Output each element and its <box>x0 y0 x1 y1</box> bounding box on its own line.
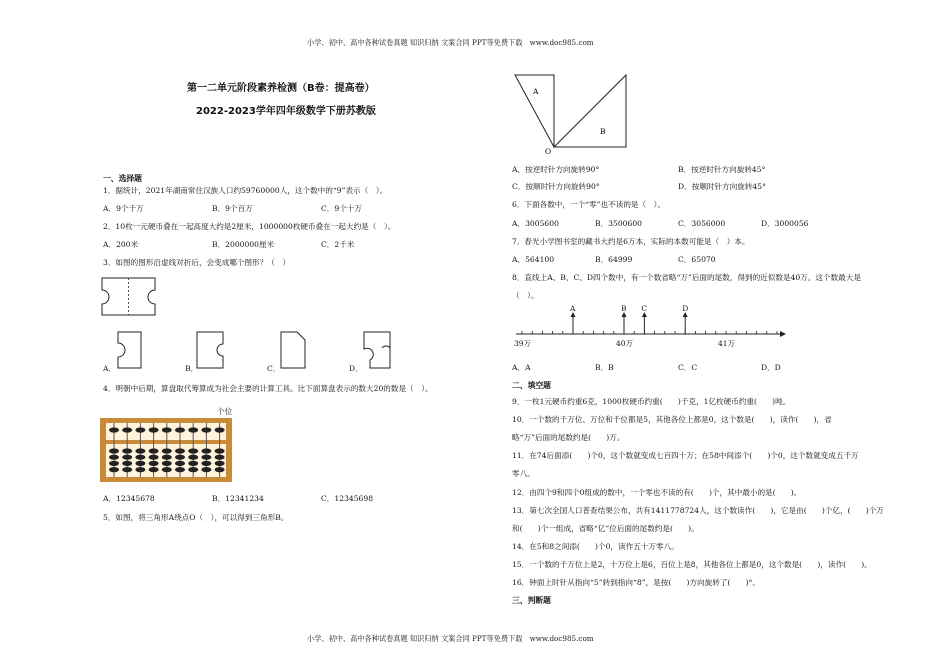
q3-option-c-shape <box>278 330 308 370</box>
q2-option-c: C．2千米 <box>321 240 355 249</box>
question-4: 4．明朝中后期，算盘取代筹算成为社会主要的计算工具。比下面算盘表示的数大20的数是（ ）。 <box>103 384 433 393</box>
abacus-bead <box>201 448 211 453</box>
page-footer: 小学、初中、高中各种试卷真题 知识归纳 文案合同 PPT等免费下载 www.doc985.com <box>307 634 594 643</box>
q8-option-d: D．D <box>761 363 781 372</box>
abacus-bead <box>149 461 159 466</box>
abacus-bead <box>149 427 159 432</box>
q6-option-a: A．3005600 <box>512 219 559 228</box>
abacus-bead <box>135 467 145 472</box>
abacus-bead <box>162 448 172 453</box>
abacus-bead <box>175 461 185 466</box>
triangle-b <box>554 75 626 147</box>
abacus-bead <box>215 427 225 432</box>
number-line-point-label: C <box>641 304 648 313</box>
abacus-bead <box>215 448 225 453</box>
abacus-bead <box>122 461 132 466</box>
q8-option-b: B．B <box>595 363 614 372</box>
abacus-bead <box>201 461 211 466</box>
abacus-bead <box>122 467 132 472</box>
abacus-bead <box>215 467 225 472</box>
question-2: 2．10枚一元硬币叠在一起高度大约是2厘米，1000000枚硬币叠在一起大约是（ ）。 <box>103 222 396 231</box>
section-true-false: 三、判断题 <box>512 596 551 605</box>
abacus-bead <box>201 455 211 460</box>
triangle-a <box>515 75 554 147</box>
abacus-bead <box>175 455 185 460</box>
question-16: 16．钟面上时针从指向“5”转到指向“8”，是按( )方向旋转了( )°。 <box>512 578 760 587</box>
question-8-line-2: （ ）。 <box>512 291 539 300</box>
question-7: 7．春光小学图书室的藏书大约是6万本，实际的本数可能是（ ）本。 <box>512 237 750 246</box>
q5-option-a: A．按逆时针方向旋转90° <box>512 165 600 174</box>
abacus-bead <box>109 455 119 460</box>
number-line-point-label: B <box>621 304 627 313</box>
abacus-bead <box>135 455 145 460</box>
section-fill-in: 二、填空题 <box>512 381 551 390</box>
q6-option-c: C．3056000 <box>678 219 726 228</box>
number-line-point-label: D <box>682 304 689 313</box>
abacus-bead <box>175 448 185 453</box>
abacus-bead <box>175 427 185 432</box>
q7-option-c: C．65070 <box>678 255 716 264</box>
q4-option-c: C．12345698 <box>321 494 374 503</box>
q6-option-b: B．3500600 <box>595 219 642 228</box>
q5-option-d: D．按顺时针方向旋转45° <box>678 182 766 191</box>
question-11-line-2: 零八。 <box>512 469 535 478</box>
question-10-line-1: 10．一个数的千万位、万位和千位都是5，其他各位上都是0，这个数是( )，读作( )，省 <box>512 415 832 424</box>
abacus-bead <box>109 448 119 453</box>
abacus-bead <box>109 427 119 432</box>
abacus <box>100 418 232 482</box>
abacus-bead <box>162 455 172 460</box>
abacus-bead <box>149 455 159 460</box>
q7-option-a: A．564100 <box>512 255 555 264</box>
title-1: 第一二单元阶段素养检测（B卷：提高卷） <box>187 83 375 94</box>
abacus-bead <box>135 461 145 466</box>
abacus-ones-label: 个位 <box>217 407 233 416</box>
q2-option-b: B．2000000厘米 <box>212 240 275 249</box>
title-2: 2022-2023学年四年级数学下册苏教版 <box>196 106 376 117</box>
abacus-bead <box>188 467 198 472</box>
question-12: 12．由四个9和四个0组成的数中，一个零也不读的有( )个，其中最小的是( )。 <box>512 488 802 497</box>
q8-option-a: A．A <box>512 363 531 372</box>
question-11-line-1: 11．在74后面添( )个0，这个数就变成七百四十万；在58中间添个( )个0，这个数就变成五千万 <box>512 451 859 460</box>
q3-option-d: D． <box>349 364 363 373</box>
abacus-bead <box>188 448 198 453</box>
abacus-bead <box>215 455 225 460</box>
number-line-point-label: A <box>570 304 576 313</box>
abacus-bead <box>149 448 159 453</box>
abacus-bead <box>201 427 211 432</box>
q3-option-b-shape <box>194 330 226 370</box>
q3-option-a-shape <box>114 330 144 370</box>
abacus-bead <box>109 467 119 472</box>
abacus-bead <box>162 467 172 472</box>
q3-folding-figure <box>100 276 160 318</box>
abacus-bead <box>109 461 119 466</box>
question-1: 1．据统计，2021年湖南常住汉族人口约59760000人，这个数中的“9”表示（ ）。 <box>103 186 388 195</box>
q8-option-c: C．C <box>678 363 698 372</box>
question-15: 15．一个数的千万位上是2，十万位上是6，百位上是8，其他各位上都是0，这个数是( )，读作( )。 <box>512 560 872 569</box>
q4-option-a: A．12345678 <box>103 494 155 503</box>
page-header: 小学、初中、高中各种试卷真题 知识归纳 文案合同 PPT等免费下载 www.doc985.com <box>307 38 594 47</box>
triangle-b-label: B <box>600 127 606 136</box>
point-o-label: O <box>545 147 552 156</box>
section-choice: 一、选择题 <box>103 174 142 183</box>
q1-option-a: A．9个千万 <box>103 204 144 213</box>
q3-option-b: B． <box>185 364 199 373</box>
q1-option-c: C．9个十万 <box>321 204 363 213</box>
number-line-tick-label: 39万 <box>514 339 532 348</box>
q6-option-d: D．3000056 <box>761 219 809 228</box>
question-9: 9．一枚1元硬币约重6克，1000枚硬币约重( )千克，1亿枚硬币约重( )吨。 <box>512 397 791 406</box>
abacus-bead <box>188 455 198 460</box>
q3-option-d-shape <box>360 330 394 370</box>
q1-option-b: B．9个百万 <box>212 204 253 213</box>
abacus-bead <box>122 448 132 453</box>
question-14: 14．在5和8之间添( )个0，读作五十万零八。 <box>512 542 679 551</box>
number-line-tick-label: 40万 <box>616 339 634 348</box>
question-8-line-1: 8．直线上A、B、C、D四个数中，有一个数省略“万”后面的尾数，得到的近似数是40万。这个数最大是 <box>512 273 861 282</box>
question-13-line-1: 13．第七次全国人口普查结果公布，共有1411778724人，这个数读作( )，它是由( )个亿，( )个万 <box>512 506 884 515</box>
number-line-tick-label: 41万 <box>718 339 736 348</box>
q5-rotation-figure <box>512 72 642 154</box>
question-10-line-2: 略“万”后面的尾数约是( )万。 <box>512 433 625 442</box>
abacus-bead <box>135 448 145 453</box>
q5-option-c: C．按顺时针方向旋转90° <box>512 182 600 191</box>
question-5: 5．如图，将三角形A绕点O（ ），可以得到三角形B。 <box>103 513 289 522</box>
abacus-bead <box>162 427 172 432</box>
triangle-a-label: A <box>533 87 539 96</box>
abacus-bead <box>122 427 132 432</box>
abacus-bead <box>135 427 145 432</box>
number-line-arrow <box>780 331 786 337</box>
question-3: 3．如图的图形沿虚线对折后，会变成哪个图形？（ ） <box>103 258 291 267</box>
question-13-line-2: 和( )个一组成，省略“亿”位后面的尾数约是( )。 <box>512 524 699 533</box>
abacus-bead <box>122 455 132 460</box>
q4-option-b: B．12341234 <box>212 494 264 503</box>
abacus-bead <box>149 467 159 472</box>
q3-option-a: A． <box>103 364 117 373</box>
abacus-bead <box>188 427 198 432</box>
q5-option-b: B．按逆时针方向旋转45° <box>678 165 766 174</box>
abacus-beam <box>106 440 226 444</box>
abacus-bead <box>175 467 185 472</box>
q7-option-b: B．64999 <box>595 255 633 264</box>
q8-number-line <box>512 306 792 350</box>
abacus-bead <box>188 461 198 466</box>
q2-option-a: A．200米 <box>103 240 139 249</box>
abacus-bead <box>201 467 211 472</box>
question-6: 6．下面各数中，一个“零”也不读的是（ ）。 <box>512 200 666 209</box>
q3-option-c: C． <box>267 364 281 373</box>
abacus-bead <box>215 461 225 466</box>
abacus-bead <box>162 461 172 466</box>
